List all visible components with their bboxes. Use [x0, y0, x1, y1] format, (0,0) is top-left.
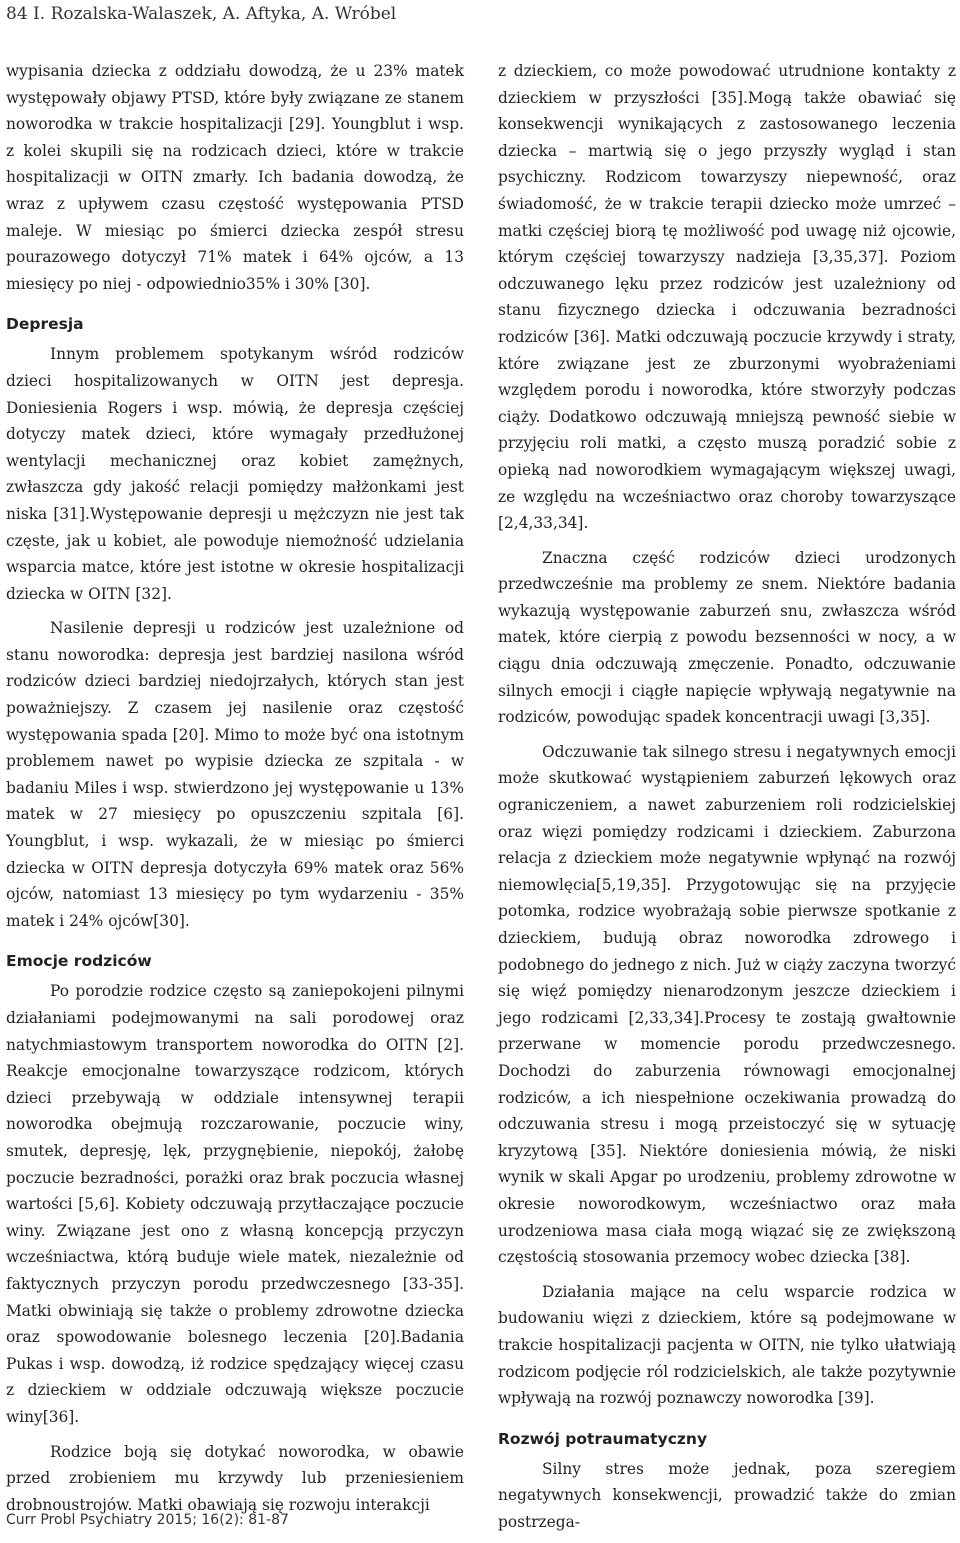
- paragraph-depresja-2: Nasilenie depresji u rodziców jest uzależnione od stanu noworodka: depresja jest bardziej nasilona wśród rodziców dzieci bardziej niedojrzałych, których stan jest poważniejszy. Z czasem jej nasilenie oraz częstość występowania spada [20]. Mimo to może być ona istotnym problemem nawet po wypisie dziecka ze szpitala - w badaniu Miles i wsp. stwierdzono jej występowanie u 13% matek w 27 miesięcy po opuszczeniu szpitala [6]. Youngblut, i wsp. wykazali, że w miesiąc po śmierci dziecka w OITN depresja dotyczyła 69% matek oraz 56% ojców, natomiast 13 miesięcy po tym wydarzeniu - 35% matek i 24% ojców[30].: [6, 619, 464, 930]
- paragraph-rozwoj: Silny stres może jednak, poza szeregiem negatywnych konsekwencji, prowadzić także do zmian postrzega-: [498, 1459, 956, 1531]
- paragraph-depresja-1: Innym problemem spotykanym wśród rodziców dzieci hospitalizowanych w OITN jest depresja. Doniesienia Rogers i wsp. mówią, że depresja częściej dotyczy matek dzieci, które wymagały przedłużonej wentylacji mechanicznej oraz kobiet zamężnych, zwłaszcza gdy jakość relacji pomiędzy małżonkami jest niska [31].Występowanie depresji u mężczyzn nie jest tak częste, jak u kobiet, ale powoduje niemożność udzielania wsparcia matce, które jest istotne w okresie hospitalizacji dziecka w OITN [32].: [6, 345, 464, 603]
- page-number: 84: [6, 4, 28, 24]
- heading-emocje: Emocje rodziców: [6, 952, 152, 971]
- paragraph-emocje-1: Po porodzie rodzice często są zaniepokojeni pilnymi działaniami podejmowanymi na sali porodowej oraz natychmiastowym transportem noworodka do OITN [2]. Reakcje emocjonalne towarzyszące rodzicom, których dzieci przebywają w oddziale intensywnej terapii noworodka obejmują rozczarowanie, poczucie winy, smutek, depresję, lęk, przygnębienie, niepokój, żałobę poczucie bezradności, porażki oraz brak poczucia własnej wartości [5,6]. Kobiety odczuwają przytłaczające poczucie winy. Związane jest ono z własną koncepcją przyczyn wcześniactwa, którą buduje wiele matek, niezależnie od faktycznych przyczyn porodu przedwczesnego [33-35]. Matki obwiniają się także o problemy zdrowotne dziecka oraz spowodowanie bolesnego leczenia [20].Badania Pukas i wsp. dowodzą, iż rodzice spędzający więcej czasu z dzieckiem w oddziale odczuwają większe poczucie winy[36].: [6, 982, 464, 1426]
- paragraph-sen: Znaczna część rodziców dzieci urodzonych przedwcześnie ma problemy ze snem. Niektóre badania wykazują występowanie zaburzeń snu, zwłaszcza wśród matek, które cierpią z powodu bezsenności w nocy, a w ciągu dnia odczuwają zmęczenie. Ponadto, odczuwanie silnych emocji i ciągłe napięcie wpływają negatywnie na rodziców, powodując spadek koncentracji uwagi [3,35].: [498, 548, 956, 727]
- running-header: [6, 4, 396, 24]
- paragraph-continuation: z dzieckiem, co może powodować utrudnione kontakty z dzieckiem w przyszłości [35].Mogą także obawiać się konsekwencji wynikających z zastosowanego leczenia dziecka – martwią się o jego przyszły wygląd i stan psychiczny. Rodzicom towarzyszy niepewność, oraz świadomość, że w trakcie terapii dziecko może umrzeć – matki częściej biorą tę możliwość pod uwagę niż ojcowie, którym częściej towarzyszy nadzieja [3,35,37]. Poziom odczuwanego lęku przez rodziców jest uzależniony od stanu fizycznego dziecka i odczuwania bezradności rodziców [36]. Matki odczuwają poczucie krzywdy i straty, które związane jest ze zburzonymi wyobrażeniami względem porodu i noworodka, które stworzyły podczas ciąży. Dodatkowo odczuwają mniejszą pewność siebie w przyjęciu roli matki, a często muszą poradzić sobie z opieką nad noworodkiem wymagającym większej uwagi, ze względu na wcześniactwo oraz choroby towarzyszące [2,4,33,34].: [498, 62, 956, 533]
- paragraph-stres: Odczuwanie tak silnego stresu i negatywnych emocji może skutkować wystąpieniem zaburzeń lękowych oraz ograniczeniem, a nawet zaburzeniem roli rodzicielskiej oraz więzi pomiędzy rodzicami i dzieckiem. Zaburzona relacja z dzieckiem może negatywnie wpłynąć na rozwój niemowlęcia[5,19,35]. Przygotowując się na przyjęcie potomka, rodzice wyobrażają sobie pierwsze spotkanie z dzieckiem, budują obraz noworodka zdrowego i podobnego do jednego z nich. Już w ciąży zaczyna tworzyć się więź pomiędzy nienarodzonym jeszcze dzieckiem i jego rodzicami [2,33,34].Procesy te zostają gwałtownie przerwane w momencie porodu przedwczesnego. Dochodzi do zaburzenia równowagi emocjonalnej rodziców, a ich niespełnione oczekiwania prowadzą do odczuwania stresu i mogą przeistoczyć się w sytuację kryzytową [35]. Niektóre doniesienia mówią, że niski wynik w skali Apgar po urodzeniu, problemy zdrowotne w okresie noworodkowym, wcześniactwo oraz mała urodzeniowa masa ciała mogą wiązać się ze zwiększoną częstością stosowania przemocy wobec dziecka [38].: [498, 742, 956, 1267]
- authors: I. Rozalska-Walaszek, A. Aftyka, A. Wróbel: [33, 4, 397, 24]
- heading-rozwoj: Rozwój potraumatyczny: [498, 1429, 708, 1448]
- heading-depresja: Depresja: [6, 315, 84, 334]
- journal-citation: Curr Probl Psychiatry 2015; 16(2): 81-87: [6, 1512, 289, 1528]
- paragraph-ptsd-intro: wypisania dziecka z oddziału dowodzą, że u 23% matek występowały objawy PTSD, które były związane ze stanem noworodka w trakcie hospitalizacji [29]. Youngblut i wsp. z kolei skupili się na rodzicach dzieci, które w trakcie hospitalizacji w OITN zmarły. Ich badania dowodzą, że wraz z upływem czasu częstość występowania PTSD maleje. W miesiąc po śmierci dziecka zespół stresu pourazowego dotyczył 71% matek i 64% ojców, a 13 miesięcy po niej - odpowiednio35% i 30% [30].: [6, 62, 464, 293]
- right-column: [498, 58, 956, 1543]
- left-column: [6, 58, 464, 1526]
- paragraph-wsparcie: Działania mające na celu wsparcie rodzica w budowaniu więzi z dzieckiem, które są podejmowane w trakcie hospitalizacji pacjenta w OITN, nie tylko ułatwiają rodzicom podjęcie ról rodzicielskich, ale także pozytywnie wpływają na rozwój poznawczy noworodka [39].: [498, 1282, 956, 1408]
- paragraph-emocje-2: Rodzice boją się dotykać noworodka, w obawie przed zrobieniem mu krzywdy lub przeniesieniem drobnoustrojów. Matki obawiają się rozwoju interakcji: [6, 1442, 464, 1514]
